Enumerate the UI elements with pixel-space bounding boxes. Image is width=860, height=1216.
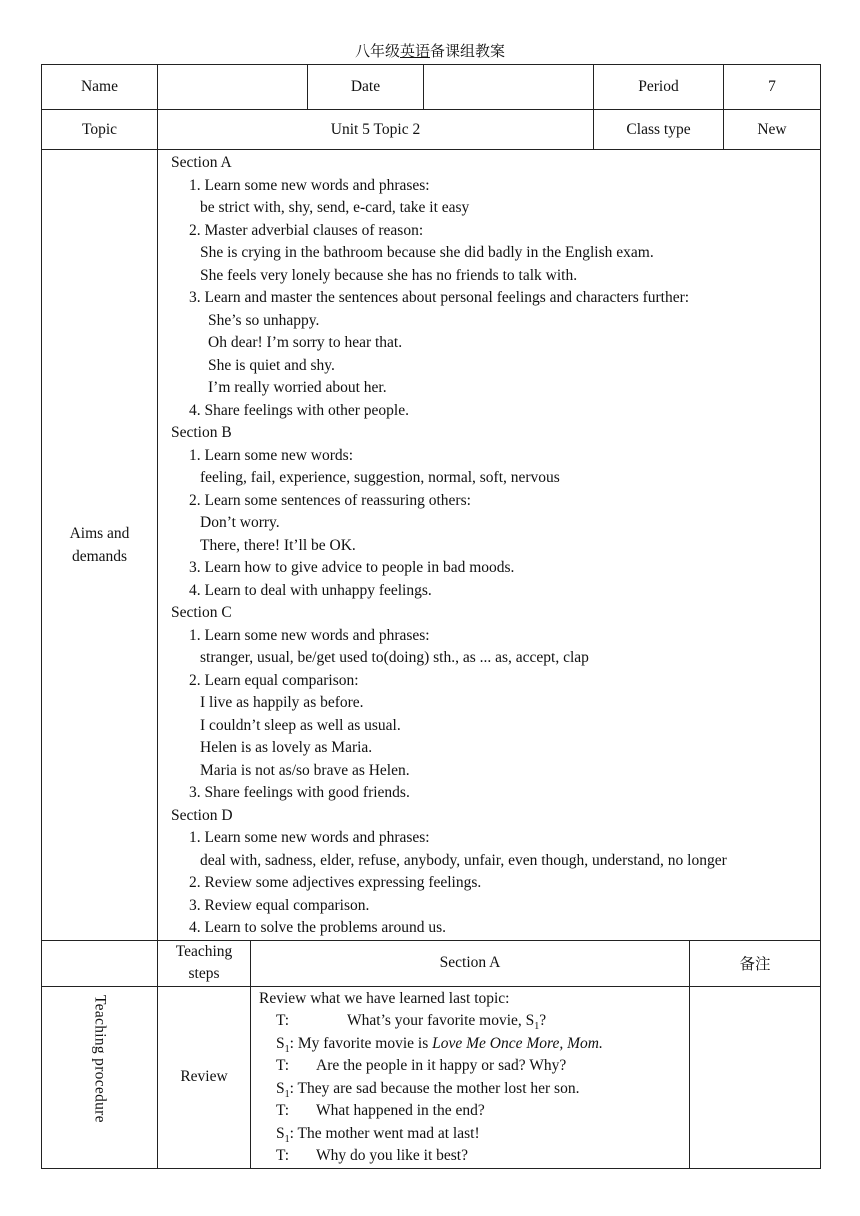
utterance: Why do you like it best? [316,1147,468,1164]
speaker-subscript: 1 [284,1133,290,1145]
aims-line: feeling, fail, experience, suggestion, normal, soft, nervous [200,469,560,486]
aims-line: Helen is as lovely as Maria. [200,739,373,756]
dialogue-line [259,1033,689,1056]
topic-value: Unit 5 Topic 2 [158,110,594,150]
speaker-subscript: 1 [284,1043,290,1055]
utterance: My favorite movie is [297,1034,433,1052]
class-type-value: New [724,110,821,150]
aims-line: 4. Learn to deal with unhappy feelings. [189,581,432,599]
speaker: S [276,1079,285,1097]
aims-line: I’m really worried about her. [208,379,387,396]
lesson-plan-table [41,64,821,1169]
review-intro: Review what we have learned last topic: [259,989,510,1007]
dialogue-lines [259,1010,689,1168]
speaker: S [276,1034,285,1052]
aims-line: Maria is not as/so brave as Helen. [200,761,410,779]
aims-label-cell [42,150,158,941]
aims-lines [171,152,820,940]
class-type-label: Class type [594,110,724,150]
section-heading: Section D [171,806,233,824]
aims-line: 4. Learn to solve the problems around us. [189,919,446,936]
info-row-2 [42,110,821,150]
date-label: Date [308,65,424,110]
header-subject: 英语 [399,42,430,60]
aims-line: She feels very lonely because she has no friends to talk with. [200,266,578,284]
aims-line: be strict with, shy, send, e-card, take it easy [200,199,470,216]
speaker-colon: : [289,1124,294,1142]
review-content [251,986,690,1168]
aims-label: Aims and demands [69,524,130,565]
dialogue-line [259,1078,689,1101]
aims-line: 4. Share feelings with other people. [189,401,409,419]
aims-line: 2. Review some adjectives expressing feelings. [189,874,482,891]
speaker-colon: : [284,1057,290,1074]
speaker: T [276,1102,285,1119]
aims-line: 1. Learn some new words and phrases: [189,626,430,644]
speaker-colon: : [284,1102,290,1119]
section-heading: Section B [171,424,232,441]
utterance: They are sad because the mother lost her son. [297,1079,580,1097]
teaching-steps-label-cell [158,940,251,986]
speaker-colon: : [284,1012,290,1029]
header-prefix: 八年级 [354,42,400,60]
speaker-colon: : [289,1079,294,1097]
topic-label: Topic [42,110,158,150]
period-label: Period [594,65,724,110]
notes-label: 备注 [690,940,821,986]
info-row-1 [42,65,821,110]
dialogue-line [259,1100,689,1123]
aims-line: She is quiet and shy. [208,356,335,374]
name-value [158,65,308,110]
procedure-label: Teaching procedure [91,994,109,1123]
aims-line: 2. Learn equal comparison: [189,671,359,689]
aims-line: I live as happily as before. [200,694,364,711]
aims-line: There, there! It’ll be OK. [200,536,356,554]
speaker-colon: : [284,1147,290,1164]
speaker-colon: : [289,1034,294,1052]
speaker: T [276,1012,285,1029]
speaker: T [276,1147,285,1164]
section-label: Section A [251,940,690,986]
teaching-steps-label: Teaching steps [175,943,233,982]
dialogue-line [259,1123,689,1146]
date-value [424,65,594,110]
utterance: What’s your favorite movie, S [347,1012,535,1029]
period-value: 7 [724,65,821,110]
speaker: T [276,1057,285,1074]
aims-line: 3. Share feelings with good friends. [189,784,410,801]
section-heading: Section C [171,604,232,621]
speaker: S [276,1124,285,1142]
aims-line: Oh dear! I’m sorry to hear that. [208,334,403,351]
aims-line: Don’t worry. [200,514,280,531]
header-suffix: 备课组教案 [430,42,506,60]
aims-line: 2. Master adverbial clauses of reason: [189,221,424,239]
aims-line: I couldn’t sleep as well as usual. [200,716,401,734]
aims-line: 1. Learn some new words: [189,446,353,464]
aims-line: 3. Learn and master the sentences about personal feelings and characters further: [189,289,690,306]
steps-header-blank [42,940,158,986]
utterance: What happened in the end? [316,1102,485,1119]
section-heading: Section A [171,154,232,171]
aims-line: 3. Learn how to give advice to people in bad moods. [189,559,515,576]
steps-header-row [42,940,821,986]
utterance: Are the people in it happy or sad? Why? [316,1057,567,1074]
aims-line: 1. Learn some new words and phrases: [189,176,430,194]
aims-content [158,150,821,941]
utterance: The mother went mad at last! [297,1124,480,1142]
dialogue-line [259,1010,689,1033]
aims-line: 1. Learn some new words and phrases: [189,829,430,846]
utterance-subscript: 1 [534,1021,540,1033]
name-label: Name [42,65,158,110]
movie-title: Love Me Once More, Mom. [432,1034,603,1052]
page-header [0,40,860,61]
aims-line: She is crying in the bathroom because she did badly in the English exam. [200,244,654,261]
utterance-end: ? [539,1012,547,1029]
notes-cell [690,986,821,1168]
procedure-row [42,986,821,1168]
step-name: Review [158,986,251,1168]
speaker-subscript: 1 [284,1088,290,1100]
aims-row [42,150,821,941]
procedure-label-cell [42,986,158,1168]
aims-line: 2. Learn some sentences of reassuring others: [189,491,471,509]
aims-line: She’s so unhappy. [208,311,320,329]
aims-line: deal with, sadness, elder, refuse, anybody, unfair, even though, understand, no longer [200,851,727,869]
aims-line: stranger, usual, be/get used to(doing) sth., as ... as, accept, clap [200,649,589,666]
dialogue-line [259,1145,689,1168]
dialogue-line [259,1055,689,1078]
aims-line: 3. Review equal comparison. [189,896,370,914]
